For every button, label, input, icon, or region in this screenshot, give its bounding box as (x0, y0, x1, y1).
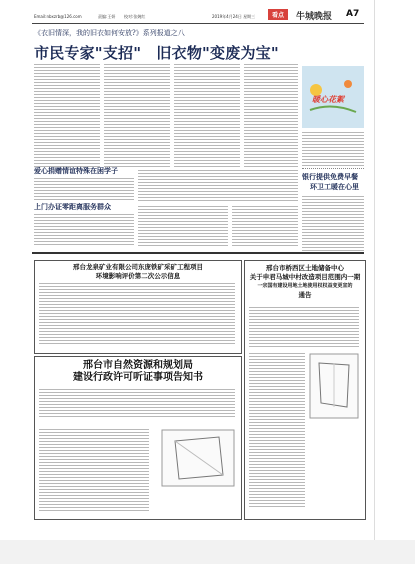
page-edge (374, 0, 375, 540)
land-notice-box (34, 356, 242, 520)
env-notice-box (34, 260, 242, 354)
sidebar-intro (302, 132, 364, 168)
header-editor: 责编:王妍 (98, 14, 116, 19)
sidebar-divider (302, 168, 364, 169)
sidebar-title-1: 银行提供免费早餐 (302, 172, 358, 181)
env-notice-title-2: 环境影响评价第二次公示信息 (95, 272, 181, 280)
land-notice-title-1: 邢台市自然资源和规划局 (83, 360, 193, 371)
right-notice-title-2: 关于申君马城中村改造项目范围内一期 (249, 273, 361, 281)
subhead-2: 上门办证零距离服务群众 (34, 202, 111, 211)
header-email: Email:nbxzrb@126.com (34, 14, 82, 19)
feature-headline: 市民专家"支招" 旧衣物"变废为宝" (34, 44, 279, 62)
sidebar-badge: 暖心花絮 (312, 94, 344, 104)
sidebar-illustration (302, 66, 364, 128)
right-notice-title-1: 邢台市桥西区土地储备中心 (266, 264, 344, 272)
sidebar-title-2: 环卫工暖在心里 (310, 182, 359, 191)
right-notice-body-2 (249, 353, 305, 509)
sidebar-body (302, 196, 364, 253)
subhead-1-body-b (138, 170, 298, 203)
subhead-1: 爱心捐赠情谊特殊在困学子 (34, 166, 118, 175)
right-notice-title-3: 一宗国有建设用地土地使用权权益变更宣的 (257, 283, 353, 289)
land-site-map (161, 429, 235, 487)
land-notice-body (39, 389, 235, 419)
feature-column-4 (244, 64, 298, 169)
env-notice-body (39, 283, 235, 346)
subhead-2-body-b (138, 206, 228, 248)
right-notice-body (249, 307, 359, 349)
section-tag: 看点 (268, 9, 288, 20)
land-notice-body-2 (39, 429, 149, 513)
env-notice-title-1: 邢台龙泉矿业有限公司东庞铁矿采矿工程项目 (73, 263, 203, 271)
header-date: 2019年4月24日 星期三 (212, 14, 256, 19)
series-line: 《衣旧情深，我的旧衣如何安放?》系列报道之八 (34, 29, 185, 37)
ads-separator (32, 252, 364, 254)
feature-column-1 (34, 64, 100, 169)
feature-column-3 (174, 64, 240, 169)
right-notice-box (244, 260, 366, 520)
subhead-2-body-c (232, 206, 298, 248)
header-proof: 校对:张婉红 (124, 14, 146, 19)
right-site-map (309, 353, 359, 419)
page-number: A7 (346, 9, 360, 19)
subhead-1-body-a (34, 178, 134, 202)
land-notice-title-2: 建设行政许可听证事项告知书 (73, 372, 203, 383)
feature-column-2 (104, 64, 170, 169)
subhead-2-body-a (34, 214, 134, 247)
header-rule (32, 23, 364, 24)
bottom-margin (0, 540, 415, 564)
right-notice-title-4: 通告 (298, 291, 312, 299)
masthead: 牛城晚报 (296, 12, 333, 22)
